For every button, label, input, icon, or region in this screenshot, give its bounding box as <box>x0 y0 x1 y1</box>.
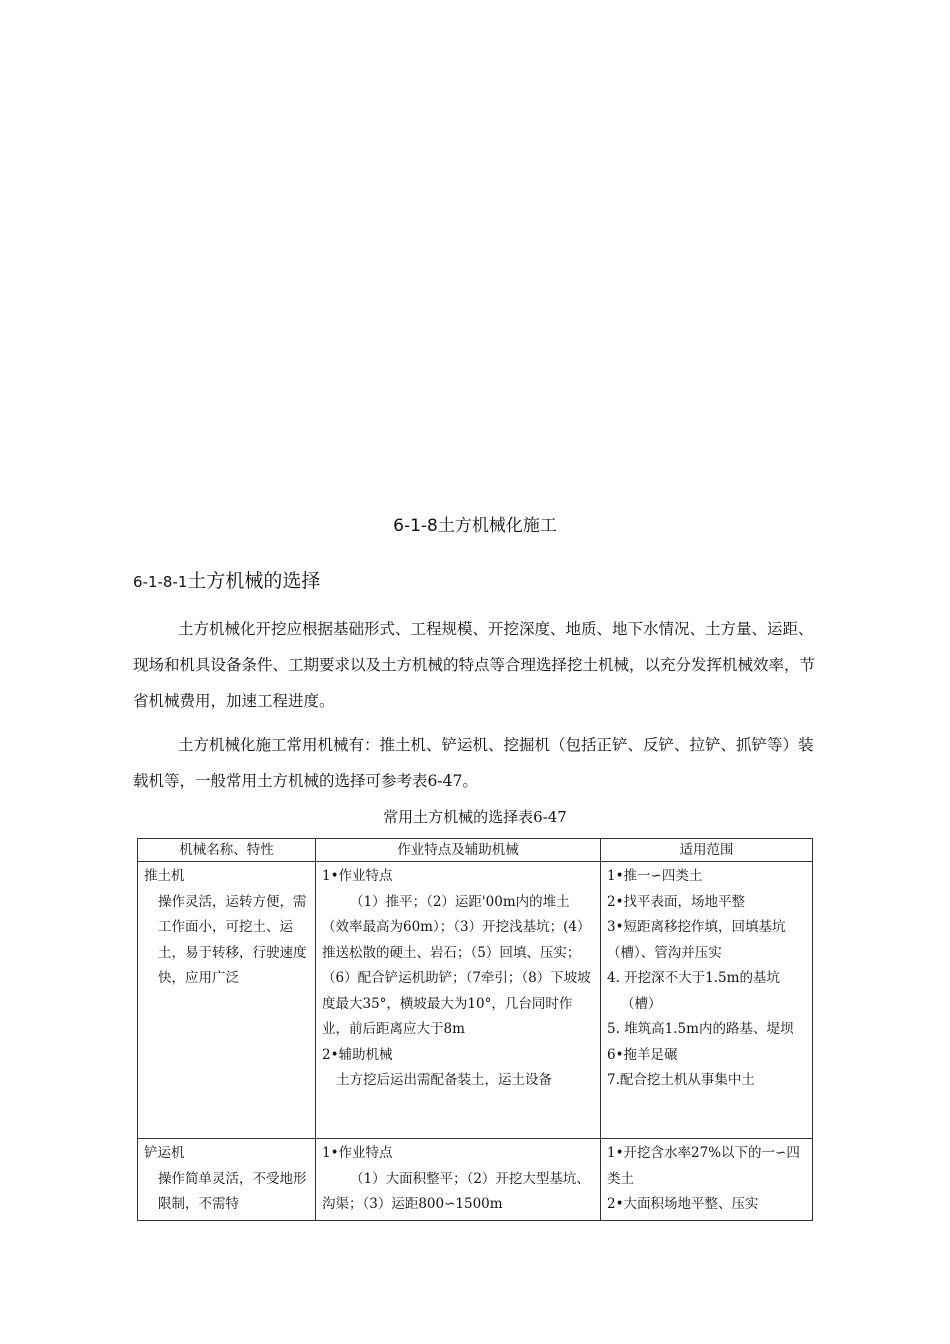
operations-cell <box>316 862 601 1139</box>
machine-selection-table <box>137 838 813 1221</box>
subsection-number: 6-1-8-1 <box>133 573 188 591</box>
ops-body: （1）大面积整平；（2）开挖大型基坑、沟渠；（3）运距800∽1500m <box>322 1170 590 1212</box>
scope-cell <box>601 1139 813 1221</box>
scope-item: 5. 堆筑高1.5m内的路基、堤坝 <box>607 1021 794 1037</box>
scope-item: 3•短距离移挖作填，回填基坑（槽）、管沟并压实 <box>607 919 786 961</box>
ops-body: （1）推平；（2）运距'00m内的堆土（效率最高为60m）；（3）开挖浅基坑；(4）推送松散的硬土、岩石；（5）回填、压实；（6）配合铲运机助铲；（7牵引；（8）下坡坡度最大35°，横坡最大为10°，几台同时作业，前后距离应大于8m <box>322 893 591 1037</box>
scope-cell <box>601 862 813 1139</box>
scope-item: 7.配合挖土机从事集中土 <box>607 1072 755 1088</box>
scope-item: 1•推一∽四类土 <box>607 868 703 884</box>
table-row <box>138 862 813 1139</box>
ops-heading: 1•作业特点 <box>322 868 393 884</box>
scope-item: 6•拖羊足碾 <box>607 1046 678 1063</box>
scope-item: 1•开挖含水率27%以下的一∽四类土 <box>607 1145 800 1187</box>
machine-desc: 操作简单灵活，不受地形限制，不需特 <box>158 1170 307 1212</box>
aux-body: 土方挖后运出需配备装土，运土设备 <box>336 1072 552 1088</box>
section-title: 6-1-8土方机械化施工 <box>393 516 557 536</box>
machine-name: 铲运机 <box>144 1145 185 1161</box>
scope-item: 2•大面积场地平整、压实 <box>607 1196 759 1212</box>
scope-item: 2•找平表面，场地平整 <box>607 893 746 910</box>
table-header-row <box>138 839 813 862</box>
machine-name: 推土机 <box>144 868 185 884</box>
table-caption: 常用土方机械的选择表6-47 <box>383 808 567 826</box>
ops-heading: 1•作业特点 <box>322 1145 393 1161</box>
machine-desc: 操作灵活，运转方便，需工作面小，可挖土、运土，易于转移，行驶速度快，应用广泛 <box>158 893 307 986</box>
scope-item: （槽） <box>621 995 662 1012</box>
subsection-text: 土方机械的选择 <box>187 570 321 592</box>
operations-cell <box>316 1139 601 1221</box>
header-operations: 作业特点及辅助机械 <box>316 839 601 862</box>
machine-cell <box>138 862 316 1139</box>
header-name: 机械名称、特性 <box>138 839 316 862</box>
paragraph-2: 土方机械化施工常用机械有：推土机、铲运机、挖掘机（包括正铲、反铲、拉铲、抓铲等）装载机等，一般常用土方机械的选择可参考表6-47。 <box>133 736 814 790</box>
header-scope: 适用范围 <box>601 839 813 862</box>
subsection-title <box>133 566 320 593</box>
aux-heading: 2•辅助机械 <box>322 1046 393 1063</box>
paragraph-1: 土方机械化开挖应根据基础形式、工程规模、开挖深度、地质、地下水情况、土方量、运距、现场和机具设备条件、工期要求以及土方机械的特点等合理选择挖土机械，以充分发挥机械效率，节省机械费用，加速工程进度。 <box>133 620 816 710</box>
machine-cell <box>138 1139 316 1221</box>
table-row <box>138 1139 813 1221</box>
scope-item: 4. 开挖深不大于1.5m的基坑 <box>607 970 780 986</box>
